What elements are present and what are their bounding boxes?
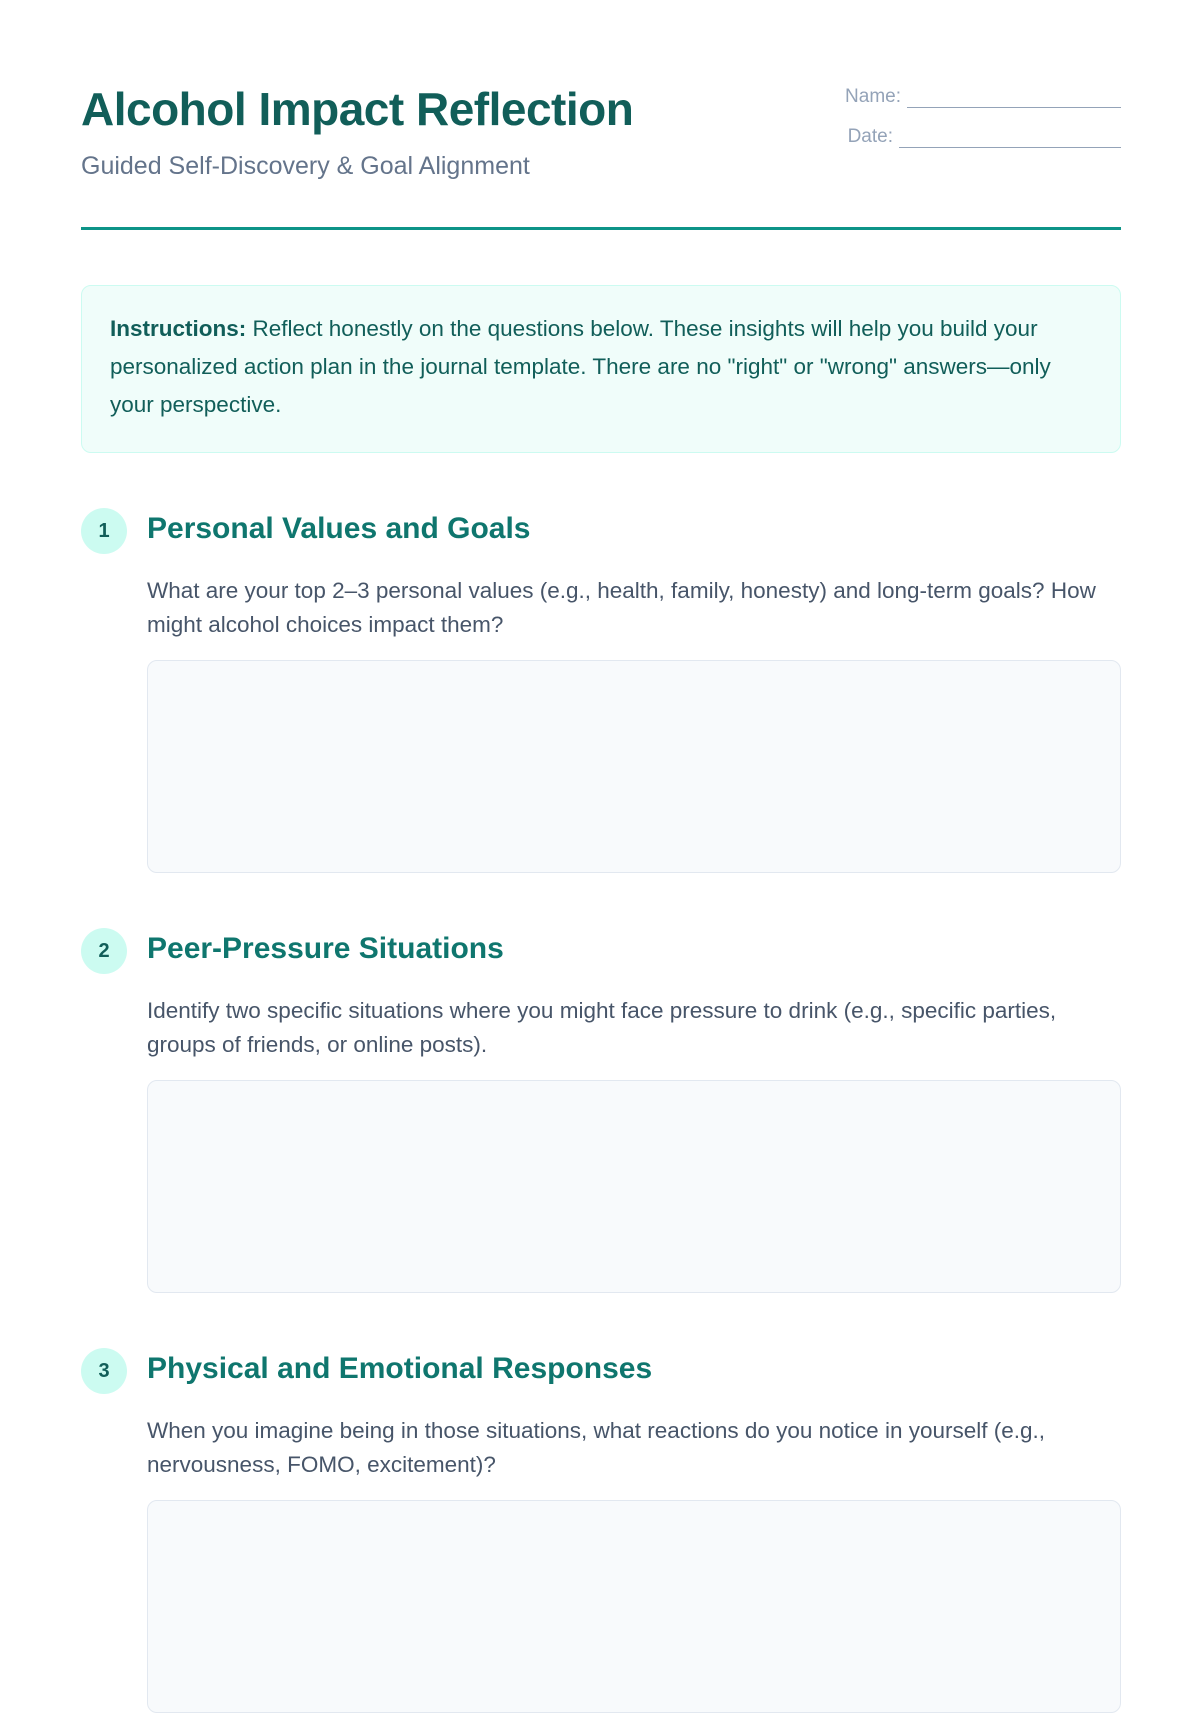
name-label: Name: xyxy=(845,86,901,107)
worksheet-header xyxy=(81,0,1121,230)
page-subtitle: Guided Self-Discovery & Goal Alignment xyxy=(81,152,530,180)
question-prompt: When you imagine being in those situations, what reactions do you notice in yourself (e.g., nervousness, FOMO, excitement)? xyxy=(147,1418,1046,1477)
question-title: Peer-Pressure Situations xyxy=(147,932,504,965)
page-title: Alcohol Impact Reflection xyxy=(81,83,634,135)
question-title: Personal Values and Goals xyxy=(147,512,531,545)
header-divider xyxy=(81,227,1121,230)
date-field-line[interactable] xyxy=(899,127,1121,148)
instructions-label: Instructions: xyxy=(110,316,247,341)
question-title: Physical and Emotional Responses xyxy=(147,1352,653,1385)
instructions-box xyxy=(81,285,1121,453)
instructions-text: Reflect honestly on the questions below. These insights will help you build your personalized action plan in the journal template. There are no "right" or "wrong" answers—only your perspective. xyxy=(110,316,1051,417)
name-field-line[interactable] xyxy=(907,87,1121,108)
date-label: Date: xyxy=(847,126,893,147)
question-number-badge: 1 xyxy=(81,508,127,554)
worksheet-page xyxy=(81,0,1121,1477)
question-prompt: Identify two specific situations where you might face pressure to drink (e.g., specific parties, groups of friends, or online posts). xyxy=(147,998,1057,1057)
name-row xyxy=(841,80,1121,108)
question-prompt: What are your top 2–3 personal values (e.g., health, family, honesty) and long-term goals? How might alcohol choices impact them? xyxy=(147,578,1096,637)
question-number-badge: 3 xyxy=(81,1348,127,1394)
date-row xyxy=(841,120,1121,148)
answer-field-2[interactable] xyxy=(147,1080,1121,1293)
answer-field-1[interactable] xyxy=(147,660,1121,873)
answer-field-3[interactable] xyxy=(147,1500,1121,1713)
question-number-badge: 2 xyxy=(81,928,127,974)
name-date-block xyxy=(841,80,1121,160)
